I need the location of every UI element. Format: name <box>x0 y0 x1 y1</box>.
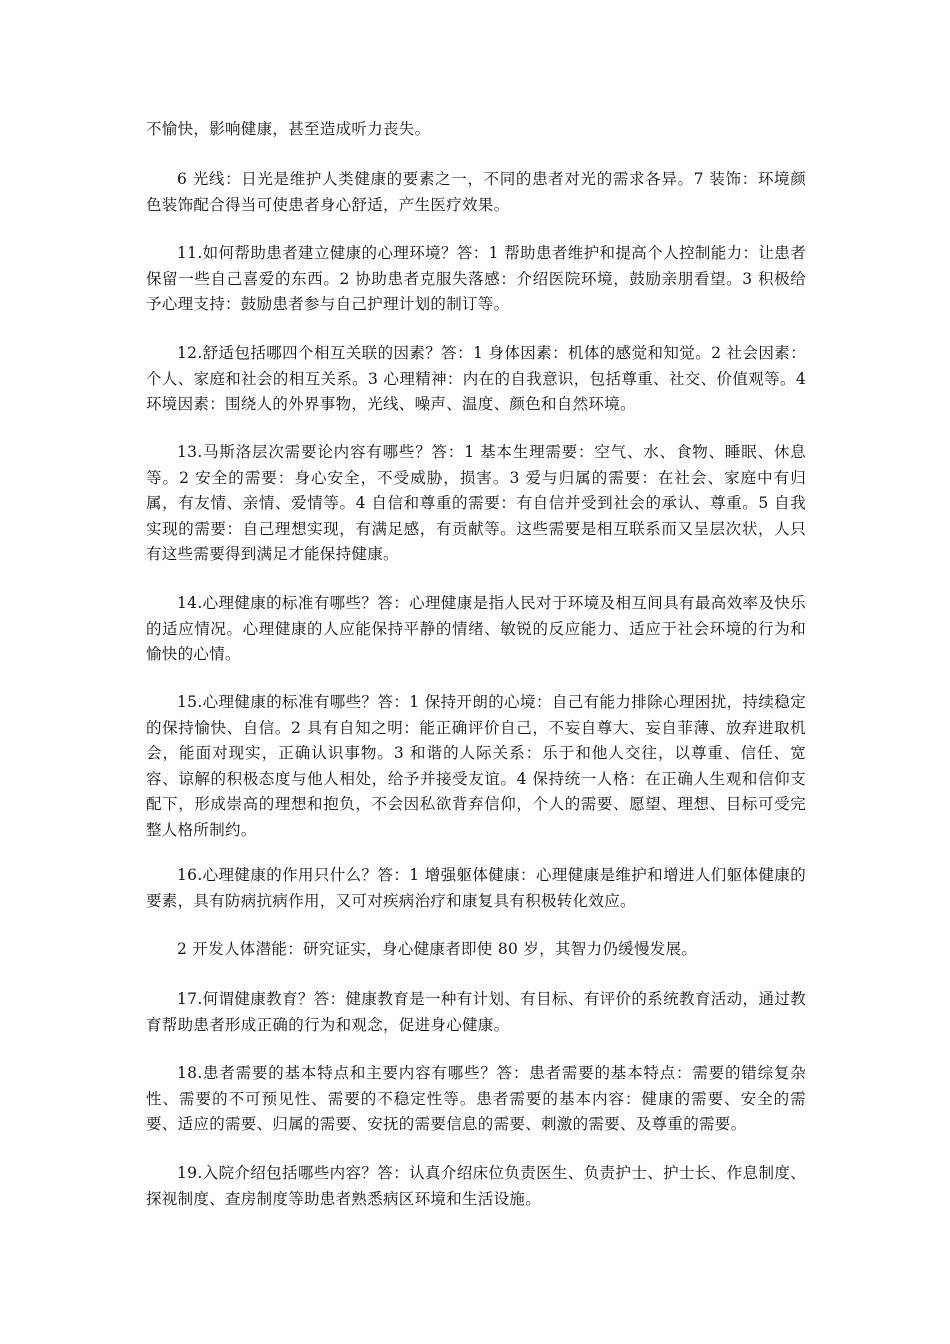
paragraph-q15: 15.心理健康的标准有哪些？答：1 保持开朗的心境：自己有能力排除心理困扰，持续稳定的保持愉快、自信。2 具有自知之明：能正确评价自己，不妄自尊大、妄自菲薄、放弃进取机会，能面对现实，正确认识事物。3 和谐的人际关系：乐于和他人交往，以尊重、信任、宽容、谅解的积极态度与他人相处，给予并接受友谊。4 保持统一人格：在正确人生观和信仰支配下，形成崇高的理想和抱负，不会因私欲背弃信仰，个人的需要、愿望、理想、目标可受完整人格所制约。 <box>146 693 806 839</box>
paragraph-light-decoration: 6 光线：日光是维护人类健康的要素之一，不同的患者对光的需求各异。7 装饰：环境颜色装饰配合得当可使患者身心舒适，产生医疗效果。 <box>146 170 806 214</box>
paragraph-q19: 19.入院介绍包括哪些内容？答：认真介绍床位负责医生、负责护士、护士长、作息制度、探视制度、查房制度等助患者熟悉病区环境和生活设施。 <box>146 1164 806 1208</box>
paragraph-q13: 13.马斯洛层次需要论内容有哪些？答：1 基本生理需要：空气、水、食物、睡眠、休息等。2 安全的需要：身心安全，不受威胁，损害。3 爱与归属的需要：在社会、家庭中有归属，有友情、亲情、爱情等。4 自信和尊重的需要：有自信并受到社会的承认、尊重。5 自我实现的需要：自己理想实现，有满足感，有贡献等。这些需要是相互联系而又呈层次状，人只有这些需要得到满足才能保持健康。 <box>146 443 806 563</box>
paragraph-q18: 18.患者需要的基本特点和主要内容有哪些？答：患者需要的基本特点：需要的错综复杂性、需要的不可预见性、需要的不稳定性等。患者需要的基本内容：健康的需要、安全的需要、适应的需要、归属的需要、安抚的需要信息的需要、刺激的需要、及尊重的需要。 <box>146 1064 806 1133</box>
paragraph-q12: 12.舒适包括哪四个相互关联的因素？答：1 身体因素：机体的感觉和知觉。2 社会因素：个人、家庭和社会的相互关系。3 心理精神：内在的自我意识，包括尊重、社交、价值观等。4 环境因素：围绕人的外界事物，光线、噪声、温度、颜色和自然环境。 <box>146 344 806 413</box>
paragraph-q14: 14.心理健康的标准有哪些？答：心理健康是指人民对于环境及相互间具有最高效率及快乐的适应情况。心理健康的人应能保持平静的情绪、敏锐的反应能力、适应于社会环境的行为和愉快的心情。 <box>146 594 806 663</box>
paragraph-continuation: 不愉快，影响健康，甚至造成听力丧失。 <box>146 120 431 138</box>
paragraph-brain-potential: 2 开发人体潜能：研究证实，身心健康者即使 80 岁，其智力仍缓慢发展。 <box>177 940 698 958</box>
paragraph-q16: 16.心理健康的作用只什么？答：1 增强躯体健康：心理健康是维护和增进人们躯体健康的要素，具有防病抗病作用，又可对疾病治疗和康复具有积极转化效应。 <box>146 866 806 910</box>
paragraph-q17: 17.何谓健康教育？答：健康教育是一种有计划、有目标、有评价的系统教育活动，通过教育帮助患者形成正确的行为和观念，促进身心健康。 <box>146 990 806 1034</box>
paragraph-q11: 11.如何帮助患者建立健康的心理环境？答：1 帮助患者维护和提高个人控制能力：让患者保留一些自己喜爱的东西。2 协助患者克服失落感：介绍医院环境，鼓励亲朋看望。3 积极给予心理支持：鼓励患者参与自己护理计划的制订等。 <box>146 244 806 313</box>
